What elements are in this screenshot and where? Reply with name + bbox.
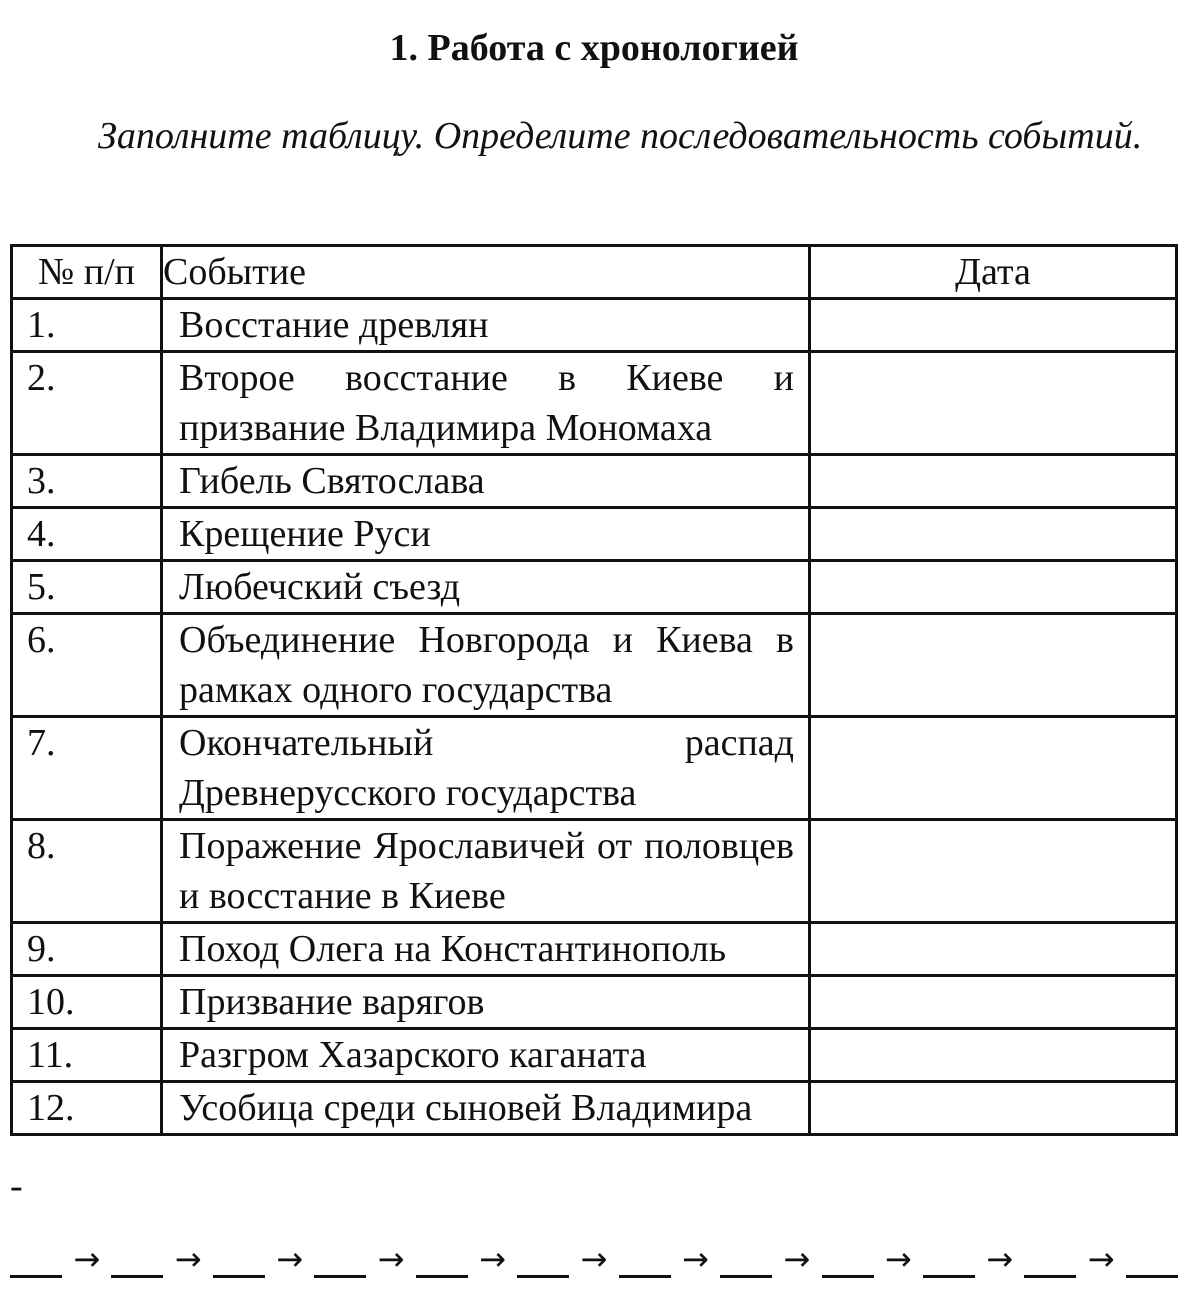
row-date-cell[interactable] (810, 717, 1177, 820)
row-date-cell[interactable] (810, 455, 1177, 508)
sequence-blank[interactable] (720, 1241, 772, 1278)
row-event: Разгром Хазарского каганата (162, 1029, 810, 1082)
table-row (12, 299, 1177, 352)
table-row (12, 614, 1177, 717)
table-row (12, 561, 1177, 614)
row-date-cell[interactable] (810, 976, 1177, 1029)
row-event: Второе восстание в Киеве и призвание Владимира Мономаха (162, 352, 810, 455)
arrow-right-icon: → (174, 1240, 202, 1278)
row-date-cell[interactable] (810, 352, 1177, 455)
table-row (12, 820, 1177, 923)
row-number: 11. (12, 1029, 162, 1082)
table-body (12, 246, 1177, 1135)
row-event: Гибель Святослава (162, 455, 810, 508)
row-event: Крещение Руси (162, 508, 810, 561)
row-date-cell[interactable] (810, 614, 1177, 717)
row-number: 4. (12, 508, 162, 561)
table-row (12, 976, 1177, 1029)
row-number: 10. (12, 976, 162, 1029)
sequence-blank[interactable] (1024, 1241, 1076, 1278)
table-row (12, 508, 1177, 561)
sequence-blank[interactable] (923, 1241, 975, 1278)
row-event: Поражение Ярославичей от половцев и восстание в Киеве (162, 820, 810, 923)
table-row (12, 455, 1177, 508)
row-number: 5. (12, 561, 162, 614)
table-header-row (12, 246, 1177, 299)
sequence-blank[interactable] (1126, 1241, 1178, 1278)
sequence-blank[interactable] (822, 1241, 874, 1278)
sequence-answer-line (10, 1240, 1178, 1278)
row-event: Поход Олега на Константинополь (162, 923, 810, 976)
chronology-table (10, 244, 1178, 1136)
row-number: 7. (12, 717, 162, 820)
header-event: Событие (162, 246, 810, 299)
row-date-cell[interactable] (810, 1082, 1177, 1135)
row-event: Восстание древлян (162, 299, 810, 352)
row-event: Усобица среди сыновей Владимира (162, 1082, 810, 1135)
row-event: Окончательный распад Древнерусского государства (162, 717, 810, 820)
row-event: Призвание варягов (162, 976, 810, 1029)
row-date-cell[interactable] (810, 820, 1177, 923)
arrow-right-icon: → (783, 1240, 811, 1278)
table-row (12, 923, 1177, 976)
arrow-right-icon: → (681, 1240, 709, 1278)
arrow-right-icon: → (884, 1240, 912, 1278)
sequence-blank[interactable] (416, 1241, 468, 1278)
table-row (12, 352, 1177, 455)
arrow-right-icon: → (580, 1240, 608, 1278)
row-date-cell[interactable] (810, 561, 1177, 614)
row-event: Объединение Новгорода и Киева в рамках одного государства (162, 614, 810, 717)
arrow-right-icon: → (276, 1240, 303, 1278)
table-row (12, 717, 1177, 820)
arrow-right-icon: → (479, 1240, 506, 1278)
row-date-cell[interactable] (810, 508, 1177, 561)
sequence-blank[interactable] (517, 1241, 569, 1278)
arrow-right-icon: → (986, 1240, 1014, 1278)
arrow-right-icon: → (377, 1240, 405, 1278)
row-event: Любечский съезд (162, 561, 810, 614)
row-number: 9. (12, 923, 162, 976)
row-number: 6. (12, 614, 162, 717)
page-title: 1. Работа с хронологией (389, 27, 799, 69)
sequence-blank[interactable] (213, 1241, 265, 1278)
row-date-cell[interactable] (810, 299, 1177, 352)
sequence-blank[interactable] (619, 1241, 671, 1278)
arrow-right-icon: → (1087, 1240, 1115, 1278)
header-number: № п/п (12, 246, 162, 299)
table-row (12, 1082, 1177, 1135)
row-date-cell[interactable] (810, 923, 1177, 976)
row-date-cell[interactable] (810, 1029, 1177, 1082)
instruction-text: Заполните таблицу. Определите последовательность событий. (98, 115, 1143, 157)
arrow-right-icon: → (73, 1240, 101, 1278)
header-date: Дата (810, 246, 1177, 299)
sequence-blank[interactable] (111, 1241, 163, 1278)
row-number: 8. (12, 820, 162, 923)
row-number: 2. (12, 352, 162, 455)
table-row (12, 1029, 1177, 1082)
dash-mark: - (10, 1165, 23, 1207)
row-number: 3. (12, 455, 162, 508)
row-number: 12. (12, 1082, 162, 1135)
row-number: 1. (12, 299, 162, 352)
sequence-blank[interactable] (314, 1241, 366, 1278)
sequence-blank[interactable] (10, 1241, 62, 1278)
